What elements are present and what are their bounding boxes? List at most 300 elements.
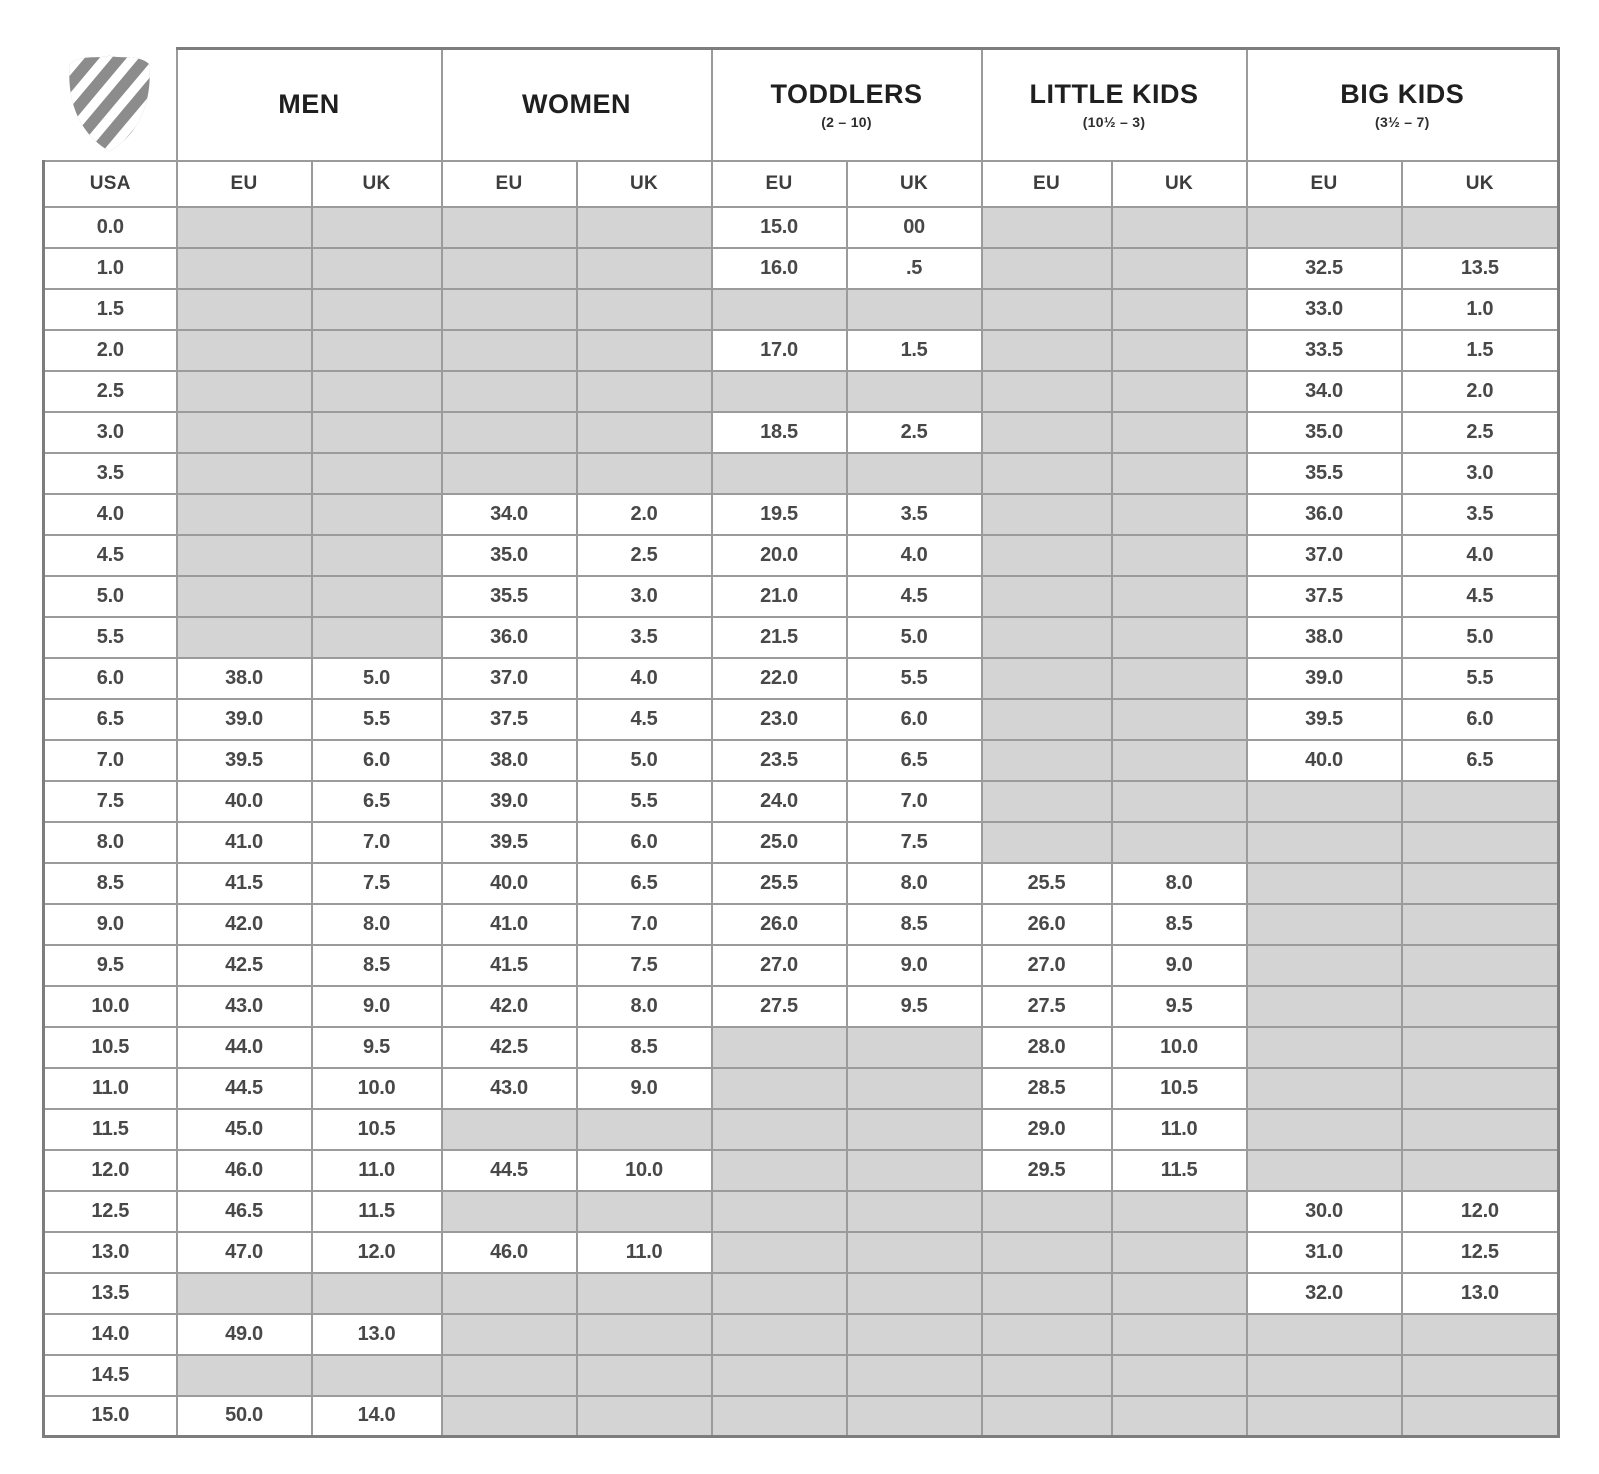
size-cell bbox=[712, 453, 847, 494]
size-cell bbox=[982, 1191, 1112, 1232]
size-cell bbox=[1247, 904, 1402, 945]
size-cell bbox=[312, 207, 442, 248]
size-cell: 39.5 bbox=[1247, 699, 1402, 740]
size-cell bbox=[712, 1109, 847, 1150]
size-cell bbox=[177, 494, 312, 535]
size-cell: 8.5 bbox=[312, 945, 442, 986]
size-cell: 40.0 bbox=[442, 863, 577, 904]
size-cell: 43.0 bbox=[442, 1068, 577, 1109]
usa-size-cell: 3.0 bbox=[44, 412, 177, 453]
size-cell bbox=[442, 1314, 577, 1355]
col-header-men-uk: UK bbox=[312, 161, 442, 207]
group-header-big-kids bbox=[1247, 49, 1559, 161]
size-cell bbox=[312, 617, 442, 658]
size-cell: 18.5 bbox=[712, 412, 847, 453]
usa-size-cell: 5.0 bbox=[44, 576, 177, 617]
size-cell bbox=[982, 699, 1112, 740]
size-cell bbox=[442, 330, 577, 371]
size-cell: 5.5 bbox=[847, 658, 982, 699]
size-cell: 27.5 bbox=[982, 986, 1112, 1027]
size-cell bbox=[1112, 1232, 1247, 1273]
size-cell bbox=[442, 412, 577, 453]
size-cell: 9.0 bbox=[1112, 945, 1247, 986]
group-label-big-kids: BIG KIDS bbox=[1340, 79, 1465, 110]
size-cell bbox=[1247, 1027, 1402, 1068]
size-cell bbox=[312, 248, 442, 289]
size-cell: 8.0 bbox=[577, 986, 712, 1027]
size-cell: 3.5 bbox=[577, 617, 712, 658]
col-header-big-kids-eu: EU bbox=[1247, 161, 1402, 207]
size-cell bbox=[712, 1150, 847, 1191]
table-row bbox=[44, 740, 1559, 781]
size-cell: 25.0 bbox=[712, 822, 847, 863]
size-cell bbox=[712, 371, 847, 412]
usa-size-cell: 8.5 bbox=[44, 863, 177, 904]
size-cell: 9.5 bbox=[312, 1027, 442, 1068]
size-cell bbox=[982, 371, 1112, 412]
size-cell bbox=[982, 658, 1112, 699]
size-cell bbox=[847, 1232, 982, 1273]
col-header-little-kids-eu: EU bbox=[982, 161, 1112, 207]
table-row bbox=[44, 822, 1559, 863]
size-cell: 34.0 bbox=[1247, 371, 1402, 412]
table-row bbox=[44, 207, 1559, 248]
size-cell bbox=[1402, 904, 1559, 945]
size-cell bbox=[1247, 207, 1402, 248]
size-cell bbox=[1247, 1150, 1402, 1191]
size-cell bbox=[1402, 945, 1559, 986]
size-cell bbox=[312, 1273, 442, 1314]
size-conversion-table bbox=[42, 47, 1560, 1438]
col-header-little-kids-uk: UK bbox=[1112, 161, 1247, 207]
size-cell bbox=[1402, 1355, 1559, 1396]
size-cell: 6.5 bbox=[847, 740, 982, 781]
size-cell bbox=[1112, 740, 1247, 781]
brand-logo-cell bbox=[44, 49, 177, 161]
usa-size-cell: 3.5 bbox=[44, 453, 177, 494]
size-cell bbox=[1247, 1396, 1402, 1437]
size-cell bbox=[982, 412, 1112, 453]
size-cell bbox=[982, 248, 1112, 289]
size-cell: 23.5 bbox=[712, 740, 847, 781]
size-cell: 25.5 bbox=[712, 863, 847, 904]
usa-size-cell: 2.0 bbox=[44, 330, 177, 371]
size-cell bbox=[1402, 1396, 1559, 1437]
size-cell bbox=[442, 453, 577, 494]
size-cell: 6.0 bbox=[312, 740, 442, 781]
size-cell bbox=[312, 453, 442, 494]
group-header-toddlers bbox=[712, 49, 982, 161]
table-row bbox=[44, 945, 1559, 986]
size-cell: 46.0 bbox=[442, 1232, 577, 1273]
size-cell: 42.0 bbox=[442, 986, 577, 1027]
size-cell bbox=[312, 494, 442, 535]
usa-size-cell: 6.5 bbox=[44, 699, 177, 740]
size-cell: 2.5 bbox=[577, 535, 712, 576]
size-cell bbox=[847, 1273, 982, 1314]
size-cell: 25.5 bbox=[982, 863, 1112, 904]
group-subtitle-toddlers: (2 – 10) bbox=[821, 114, 872, 131]
size-cell: 42.0 bbox=[177, 904, 312, 945]
size-cell bbox=[712, 1273, 847, 1314]
kswiss-shield-icon bbox=[62, 49, 157, 155]
size-cell bbox=[1402, 781, 1559, 822]
size-cell bbox=[847, 1314, 982, 1355]
table-row bbox=[44, 453, 1559, 494]
usa-size-cell: 11.0 bbox=[44, 1068, 177, 1109]
table-row bbox=[44, 1314, 1559, 1355]
size-cell: 28.5 bbox=[982, 1068, 1112, 1109]
size-cell bbox=[982, 740, 1112, 781]
size-cell: 10.5 bbox=[1112, 1068, 1247, 1109]
size-cell bbox=[1112, 330, 1247, 371]
size-cell bbox=[1247, 1355, 1402, 1396]
size-cell: 4.5 bbox=[847, 576, 982, 617]
group-subtitle-little-kids: (10½ – 3) bbox=[1082, 114, 1146, 131]
size-cell bbox=[442, 207, 577, 248]
group-label-little-kids: LITTLE KIDS bbox=[1029, 79, 1199, 110]
size-cell bbox=[177, 576, 312, 617]
usa-size-cell: 4.5 bbox=[44, 535, 177, 576]
size-cell bbox=[1247, 945, 1402, 986]
size-cell bbox=[1112, 699, 1247, 740]
usa-size-cell: 7.5 bbox=[44, 781, 177, 822]
size-cell: 39.0 bbox=[442, 781, 577, 822]
size-cell bbox=[1247, 781, 1402, 822]
usa-size-cell: 14.0 bbox=[44, 1314, 177, 1355]
col-header-big-kids-uk: UK bbox=[1402, 161, 1559, 207]
size-cell bbox=[177, 371, 312, 412]
size-cell bbox=[442, 1109, 577, 1150]
size-cell: 12.0 bbox=[312, 1232, 442, 1273]
size-cell: 27.0 bbox=[712, 945, 847, 986]
size-cell: 9.5 bbox=[847, 986, 982, 1027]
size-cell: 39.5 bbox=[442, 822, 577, 863]
size-cell: 26.0 bbox=[712, 904, 847, 945]
size-cell bbox=[1402, 986, 1559, 1027]
size-cell bbox=[1402, 1027, 1559, 1068]
size-cell: 21.0 bbox=[712, 576, 847, 617]
size-cell: 12.5 bbox=[1402, 1232, 1559, 1273]
size-cell: 6.5 bbox=[1402, 740, 1559, 781]
table-row bbox=[44, 1232, 1559, 1273]
size-cell: 35.5 bbox=[1247, 453, 1402, 494]
size-cell: 21.5 bbox=[712, 617, 847, 658]
size-cell bbox=[577, 207, 712, 248]
table-row bbox=[44, 658, 1559, 699]
group-header-little-kids bbox=[982, 49, 1247, 161]
size-cell: 41.0 bbox=[442, 904, 577, 945]
table-row bbox=[44, 1068, 1559, 1109]
size-cell: 00 bbox=[847, 207, 982, 248]
size-cell: 7.5 bbox=[847, 822, 982, 863]
size-cell bbox=[577, 1273, 712, 1314]
size-cell bbox=[442, 1273, 577, 1314]
size-cell bbox=[577, 1396, 712, 1437]
size-cell: 36.0 bbox=[1247, 494, 1402, 535]
size-cell bbox=[1247, 1314, 1402, 1355]
size-cell: 6.5 bbox=[577, 863, 712, 904]
size-cell: 44.0 bbox=[177, 1027, 312, 1068]
usa-size-cell: 1.0 bbox=[44, 248, 177, 289]
size-cell: 2.0 bbox=[577, 494, 712, 535]
size-cell bbox=[312, 330, 442, 371]
size-cell bbox=[177, 1273, 312, 1314]
table-row bbox=[44, 1027, 1559, 1068]
size-cell: 5.0 bbox=[312, 658, 442, 699]
column-header-row bbox=[44, 161, 1559, 207]
size-cell: 35.5 bbox=[442, 576, 577, 617]
table-row bbox=[44, 1150, 1559, 1191]
size-cell: 37.5 bbox=[1247, 576, 1402, 617]
size-cell: 42.5 bbox=[177, 945, 312, 986]
size-cell: 4.5 bbox=[1402, 576, 1559, 617]
usa-size-cell: 2.5 bbox=[44, 371, 177, 412]
usa-size-cell: 6.0 bbox=[44, 658, 177, 699]
size-cell: 50.0 bbox=[177, 1396, 312, 1437]
size-cell bbox=[577, 248, 712, 289]
size-cell bbox=[712, 1314, 847, 1355]
size-cell bbox=[1112, 1314, 1247, 1355]
size-cell bbox=[712, 1027, 847, 1068]
size-cell: 11.0 bbox=[1112, 1109, 1247, 1150]
size-cell: 11.0 bbox=[312, 1150, 442, 1191]
size-cell bbox=[312, 535, 442, 576]
size-cell: 26.0 bbox=[982, 904, 1112, 945]
size-cell bbox=[442, 248, 577, 289]
size-cell bbox=[577, 1314, 712, 1355]
size-cell: 5.0 bbox=[577, 740, 712, 781]
size-cell bbox=[982, 1314, 1112, 1355]
size-cell: 37.0 bbox=[1247, 535, 1402, 576]
table-row bbox=[44, 1355, 1559, 1396]
size-cell bbox=[1247, 1109, 1402, 1150]
usa-size-cell: 9.0 bbox=[44, 904, 177, 945]
size-cell bbox=[177, 453, 312, 494]
size-cell: 11.0 bbox=[577, 1232, 712, 1273]
size-cell bbox=[982, 1232, 1112, 1273]
size-cell: 8.0 bbox=[312, 904, 442, 945]
size-cell: 47.0 bbox=[177, 1232, 312, 1273]
size-cell bbox=[712, 289, 847, 330]
table-row bbox=[44, 535, 1559, 576]
size-cell: 37.0 bbox=[442, 658, 577, 699]
size-cell: 38.0 bbox=[442, 740, 577, 781]
size-cell bbox=[1112, 207, 1247, 248]
size-cell bbox=[577, 330, 712, 371]
size-cell: 6.0 bbox=[847, 699, 982, 740]
size-cell: 38.0 bbox=[1247, 617, 1402, 658]
size-cell: 20.0 bbox=[712, 535, 847, 576]
size-cell: 33.5 bbox=[1247, 330, 1402, 371]
group-label-women: WOMEN bbox=[522, 89, 631, 120]
size-cell bbox=[982, 535, 1112, 576]
size-cell bbox=[982, 330, 1112, 371]
size-cell: 9.0 bbox=[312, 986, 442, 1027]
size-cell bbox=[982, 1396, 1112, 1437]
size-cell: 39.0 bbox=[177, 699, 312, 740]
size-cell: 15.0 bbox=[712, 207, 847, 248]
size-cell bbox=[1247, 986, 1402, 1027]
usa-size-cell: 0.0 bbox=[44, 207, 177, 248]
size-cell: 17.0 bbox=[712, 330, 847, 371]
size-cell bbox=[577, 412, 712, 453]
size-cell bbox=[1112, 576, 1247, 617]
table-row bbox=[44, 248, 1559, 289]
size-cell bbox=[177, 617, 312, 658]
size-cell bbox=[312, 289, 442, 330]
size-cell bbox=[847, 1109, 982, 1150]
size-cell: 12.0 bbox=[1402, 1191, 1559, 1232]
group-header-men bbox=[177, 49, 442, 161]
size-cell: 2.5 bbox=[847, 412, 982, 453]
size-cell: 13.5 bbox=[1402, 248, 1559, 289]
size-cell: 29.0 bbox=[982, 1109, 1112, 1150]
table-row bbox=[44, 330, 1559, 371]
size-cell bbox=[312, 576, 442, 617]
size-cell bbox=[577, 1191, 712, 1232]
size-cell: 14.0 bbox=[312, 1396, 442, 1437]
size-cell bbox=[312, 371, 442, 412]
size-cell bbox=[982, 1355, 1112, 1396]
size-cell bbox=[982, 781, 1112, 822]
size-cell bbox=[982, 289, 1112, 330]
usa-size-cell: 14.5 bbox=[44, 1355, 177, 1396]
size-cell: 40.0 bbox=[1247, 740, 1402, 781]
size-cell: 35.0 bbox=[442, 535, 577, 576]
usa-size-cell: 8.0 bbox=[44, 822, 177, 863]
size-table-body bbox=[44, 207, 1559, 1437]
size-cell bbox=[1112, 535, 1247, 576]
size-cell bbox=[442, 289, 577, 330]
table-row bbox=[44, 494, 1559, 535]
size-cell: 7.0 bbox=[312, 822, 442, 863]
size-cell bbox=[847, 1396, 982, 1437]
size-cell: 2.0 bbox=[1402, 371, 1559, 412]
size-cell bbox=[982, 207, 1112, 248]
usa-size-cell: 9.5 bbox=[44, 945, 177, 986]
size-cell: 36.0 bbox=[442, 617, 577, 658]
size-cell: 41.5 bbox=[442, 945, 577, 986]
size-cell bbox=[177, 207, 312, 248]
size-cell bbox=[712, 1232, 847, 1273]
size-cell: 41.5 bbox=[177, 863, 312, 904]
size-cell: 29.5 bbox=[982, 1150, 1112, 1191]
size-cell bbox=[1112, 1355, 1247, 1396]
size-cell bbox=[177, 412, 312, 453]
size-cell bbox=[1112, 1191, 1247, 1232]
size-cell: 5.0 bbox=[1402, 617, 1559, 658]
table-row bbox=[44, 863, 1559, 904]
size-cell: 3.5 bbox=[1402, 494, 1559, 535]
size-cell: 31.0 bbox=[1247, 1232, 1402, 1273]
size-cell: 5.5 bbox=[1402, 658, 1559, 699]
size-cell: 32.0 bbox=[1247, 1273, 1402, 1314]
size-cell bbox=[1112, 617, 1247, 658]
size-cell bbox=[847, 453, 982, 494]
size-cell: 23.0 bbox=[712, 699, 847, 740]
size-cell bbox=[442, 1355, 577, 1396]
size-cell: 7.5 bbox=[312, 863, 442, 904]
size-cell: 8.5 bbox=[577, 1027, 712, 1068]
size-cell: 10.0 bbox=[1112, 1027, 1247, 1068]
size-cell bbox=[1112, 289, 1247, 330]
col-header-men-eu: EU bbox=[177, 161, 312, 207]
size-cell: .5 bbox=[847, 248, 982, 289]
size-cell bbox=[442, 371, 577, 412]
size-cell: 13.0 bbox=[312, 1314, 442, 1355]
size-cell: 8.0 bbox=[1112, 863, 1247, 904]
size-cell: 4.0 bbox=[1402, 535, 1559, 576]
size-cell bbox=[1402, 863, 1559, 904]
size-cell: 46.5 bbox=[177, 1191, 312, 1232]
size-cell bbox=[847, 1150, 982, 1191]
col-header-women-uk: UK bbox=[577, 161, 712, 207]
size-cell: 4.5 bbox=[577, 699, 712, 740]
size-cell: 10.5 bbox=[312, 1109, 442, 1150]
size-cell bbox=[442, 1396, 577, 1437]
table-row bbox=[44, 371, 1559, 412]
size-cell: 6.0 bbox=[1402, 699, 1559, 740]
usa-size-cell: 11.5 bbox=[44, 1109, 177, 1150]
size-cell: 7.0 bbox=[577, 904, 712, 945]
size-cell: 27.0 bbox=[982, 945, 1112, 986]
size-cell bbox=[982, 1273, 1112, 1314]
size-cell: 1.0 bbox=[1402, 289, 1559, 330]
usa-size-cell: 13.0 bbox=[44, 1232, 177, 1273]
size-cell: 10.0 bbox=[577, 1150, 712, 1191]
size-cell: 37.5 bbox=[442, 699, 577, 740]
size-cell bbox=[1402, 207, 1559, 248]
size-cell bbox=[177, 330, 312, 371]
size-cell: 24.0 bbox=[712, 781, 847, 822]
size-cell bbox=[577, 371, 712, 412]
table-row bbox=[44, 781, 1559, 822]
size-cell: 8.0 bbox=[847, 863, 982, 904]
usa-size-cell: 1.5 bbox=[44, 289, 177, 330]
size-cell: 44.5 bbox=[177, 1068, 312, 1109]
size-cell bbox=[982, 822, 1112, 863]
size-cell: 6.0 bbox=[577, 822, 712, 863]
size-cell bbox=[982, 576, 1112, 617]
table-row bbox=[44, 1273, 1559, 1314]
group-label-men: MEN bbox=[278, 89, 340, 120]
size-cell: 9.0 bbox=[577, 1068, 712, 1109]
size-cell bbox=[1112, 781, 1247, 822]
usa-size-cell: 12.5 bbox=[44, 1191, 177, 1232]
size-cell bbox=[177, 535, 312, 576]
group-label-toddlers: TODDLERS bbox=[770, 79, 923, 110]
size-cell bbox=[1247, 1068, 1402, 1109]
size-cell: 11.5 bbox=[312, 1191, 442, 1232]
size-cell bbox=[712, 1355, 847, 1396]
size-cell bbox=[847, 371, 982, 412]
size-cell bbox=[1112, 1273, 1247, 1314]
size-cell bbox=[177, 1355, 312, 1396]
size-cell: 5.5 bbox=[312, 699, 442, 740]
size-cell: 8.5 bbox=[847, 904, 982, 945]
size-cell: 9.0 bbox=[847, 945, 982, 986]
size-cell: 4.0 bbox=[847, 535, 982, 576]
size-cell bbox=[312, 1355, 442, 1396]
size-cell bbox=[577, 289, 712, 330]
size-cell: 46.0 bbox=[177, 1150, 312, 1191]
size-cell: 30.0 bbox=[1247, 1191, 1402, 1232]
size-cell: 7.0 bbox=[847, 781, 982, 822]
size-cell bbox=[1112, 412, 1247, 453]
size-cell: 41.0 bbox=[177, 822, 312, 863]
size-cell: 9.5 bbox=[1112, 986, 1247, 1027]
